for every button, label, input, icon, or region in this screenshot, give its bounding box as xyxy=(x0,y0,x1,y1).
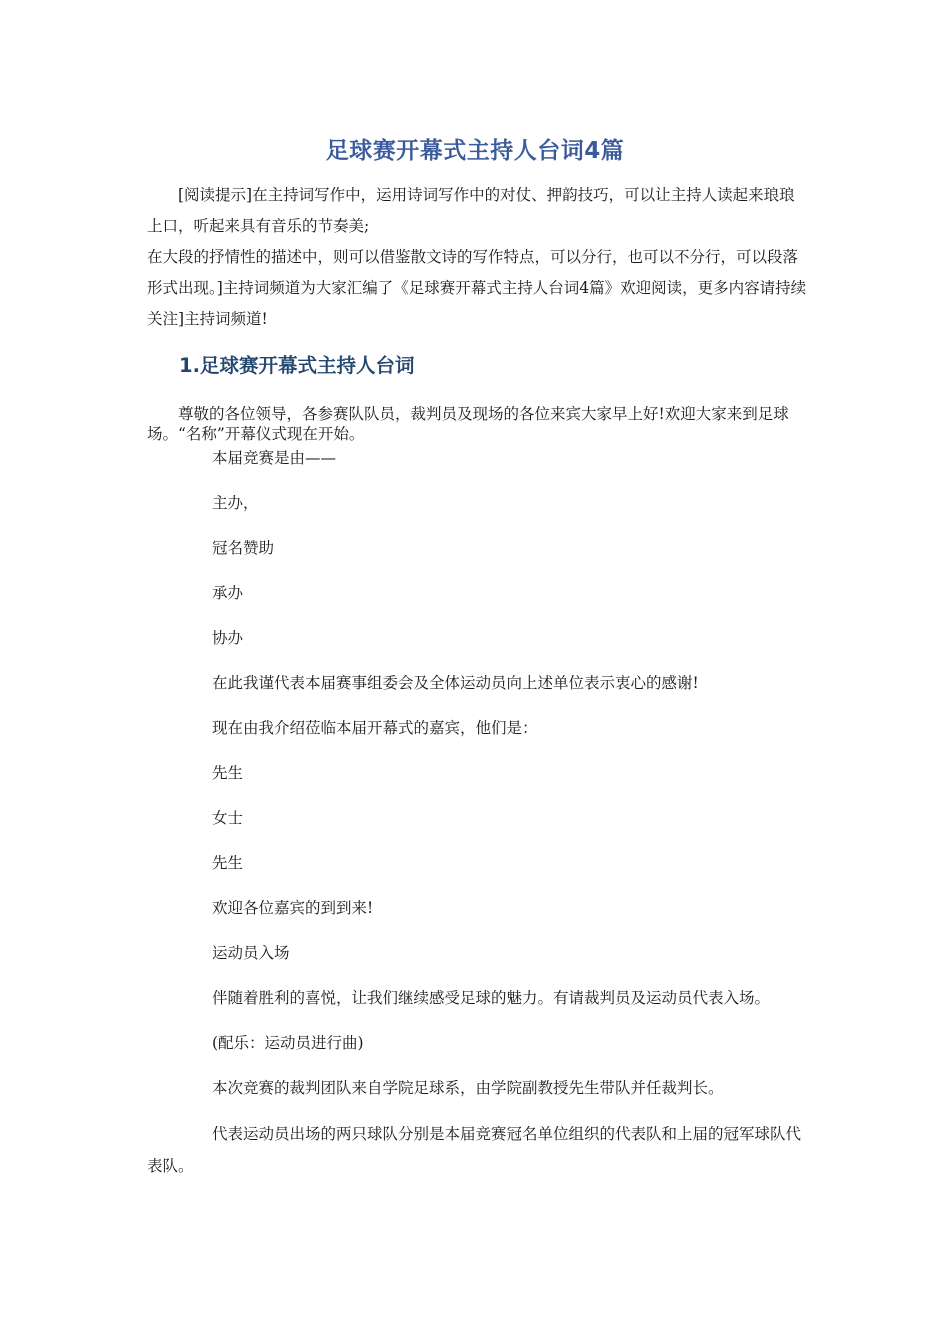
script-line: 本次竞赛的裁判团队来自学院足球系，由学院副教授先生带队并任裁判长。 xyxy=(212,1079,724,1097)
intro-section xyxy=(147,180,807,335)
script-line: 协办 xyxy=(212,629,244,647)
script-line: 冠名赞助 xyxy=(212,539,275,557)
document-title: 足球赛开幕式主持人台词4篇 xyxy=(325,138,625,164)
script-line: 先生 xyxy=(212,764,244,782)
script-line: 本届竞赛是由—— xyxy=(212,449,337,467)
closing-paragraph: 代表运动员出场的两只球队分别是本届竞赛冠名单位组织的代表队和上届的冠军球队代表队。 xyxy=(147,1125,802,1175)
script-line: 运动员入场 xyxy=(212,944,290,962)
section-heading: 1.足球赛开幕式主持人台词 xyxy=(179,354,415,377)
intro-paragraph-2: 在大段的抒情性的描述中，则可以借鉴散文诗的写作特点，可以分行，也可以不分行，可以段落形式出现。]主持词频道为大家汇编了《足球赛开幕式主持人台词4篇》欢迎阅读，更多内容请持续关注]主持词频道! xyxy=(147,248,807,328)
script-line: 伴随着胜利的喜悦，让我们继续感受足球的魅力。有请裁判员及运动员代表入场。 xyxy=(212,989,771,1007)
script-line: 现在由我介绍莅临本届开幕式的嘉宾，他们是： xyxy=(212,719,538,737)
script-line: (配乐：运动员进行曲) xyxy=(212,1034,364,1052)
intro-paragraph-1: [阅读提示]在主持词写作中，运用诗词写作中的对仗、押韵技巧，可以让主持人读起来琅琅上口，听起来具有音乐的节奏美; xyxy=(147,186,795,235)
script-line: 先生 xyxy=(212,854,244,872)
script-line: 欢迎各位嘉宾的到到来! xyxy=(212,899,374,917)
script-line: 女士 xyxy=(212,809,244,827)
script-line: 主办， xyxy=(212,494,259,512)
opening-paragraph: 尊敬的各位领导，各参赛队队员，裁判员及现场的各位来宾大家早上好!欢迎大家来到足球场。“名称”开幕仪式现在开始。 xyxy=(147,405,789,443)
script-line: 承办 xyxy=(212,584,244,602)
script-line: 在此我谨代表本届赛事组委会及全体运动员向上述单位表示衷心的感谢! xyxy=(212,674,699,692)
